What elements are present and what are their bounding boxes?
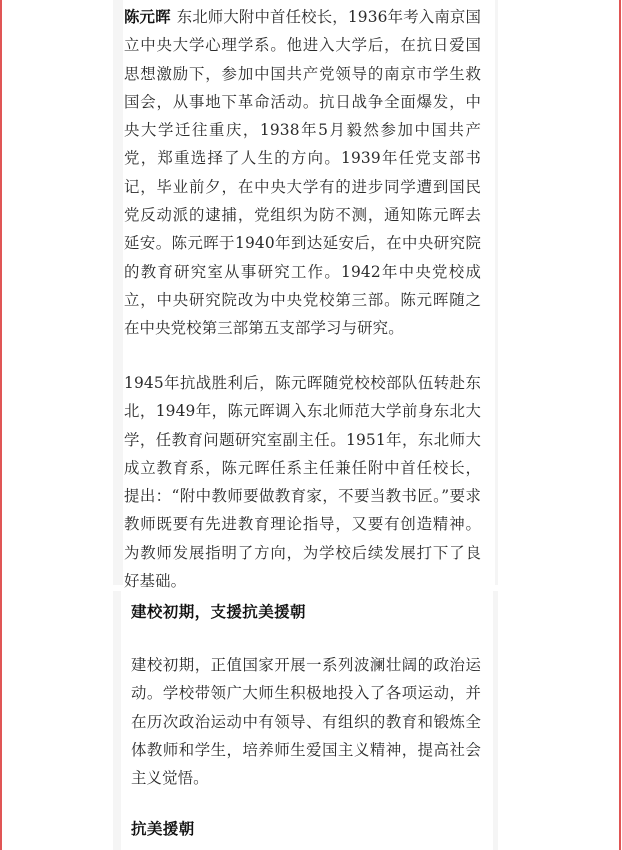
section-heading-early: 建校初期，支援抗美援朝 bbox=[131, 603, 306, 621]
right-border bbox=[619, 0, 621, 850]
history-card bbox=[113, 591, 498, 850]
biography-card bbox=[113, 0, 498, 591]
postwar-paragraph: 1945年抗战胜利后，陈元晖随党校校部队伍转赴东北，1949年，陈元晖调入东北师范大学前身东北大学，任教育问题研究室副主任。1951年，东北师大成立教育系，陈元晖任系主任兼任附中首任校长，提出：“附中教师要做教育家，不要当教书匠。”要求教师既要有先进教育理论指导，又要有创造精神。为教师发展指明了方向，为学校后续发展打下了良好基础。 bbox=[124, 374, 481, 591]
profile-bio: 东北师大附中首任校长，1936年考入南京国立中央大学心理学系。他进入大学后，在抗日爱国思想激励下，参加中国共产党领导的南京市学生救国会，从事地下革命活动。抗日战争全面爆发，中央大学迁往重庆，1938年5月毅然参加中国共产党，郑重选择了人生的方向。1939年任党支部书记，毕业前夕，在中央大学有的进步同学遭到国民党反动派的逮捕，党组织为防不测，通知陈元晖去延安。陈元晖于1940年到达延安后，在中央研究院的教育研究室从事研究工作。1942年中央党校成立，中央研究院改为中央党校第三部。陈元晖随之在中央党校第三部第五支部学习与研究。 bbox=[124, 8, 481, 338]
early-years-paragraph: 建校初期，正值国家开展一系列波澜壮阔的政治运动。学校带领广大师生积极地投入了各项运动，并在历次政治运动中有领导、有组织的教育和锻炼全体教师和学生，培养师生爱国主义精神，提高社会主义觉悟。 bbox=[131, 656, 481, 788]
left-border bbox=[0, 0, 2, 850]
section-heading-kmyc: 抗美援朝 bbox=[131, 820, 195, 838]
profile-name: 陈元晖 bbox=[124, 8, 171, 26]
biography-card-body bbox=[123, 0, 495, 591]
profile-paragraph bbox=[124, 3, 481, 343]
history-card-body bbox=[121, 591, 493, 850]
